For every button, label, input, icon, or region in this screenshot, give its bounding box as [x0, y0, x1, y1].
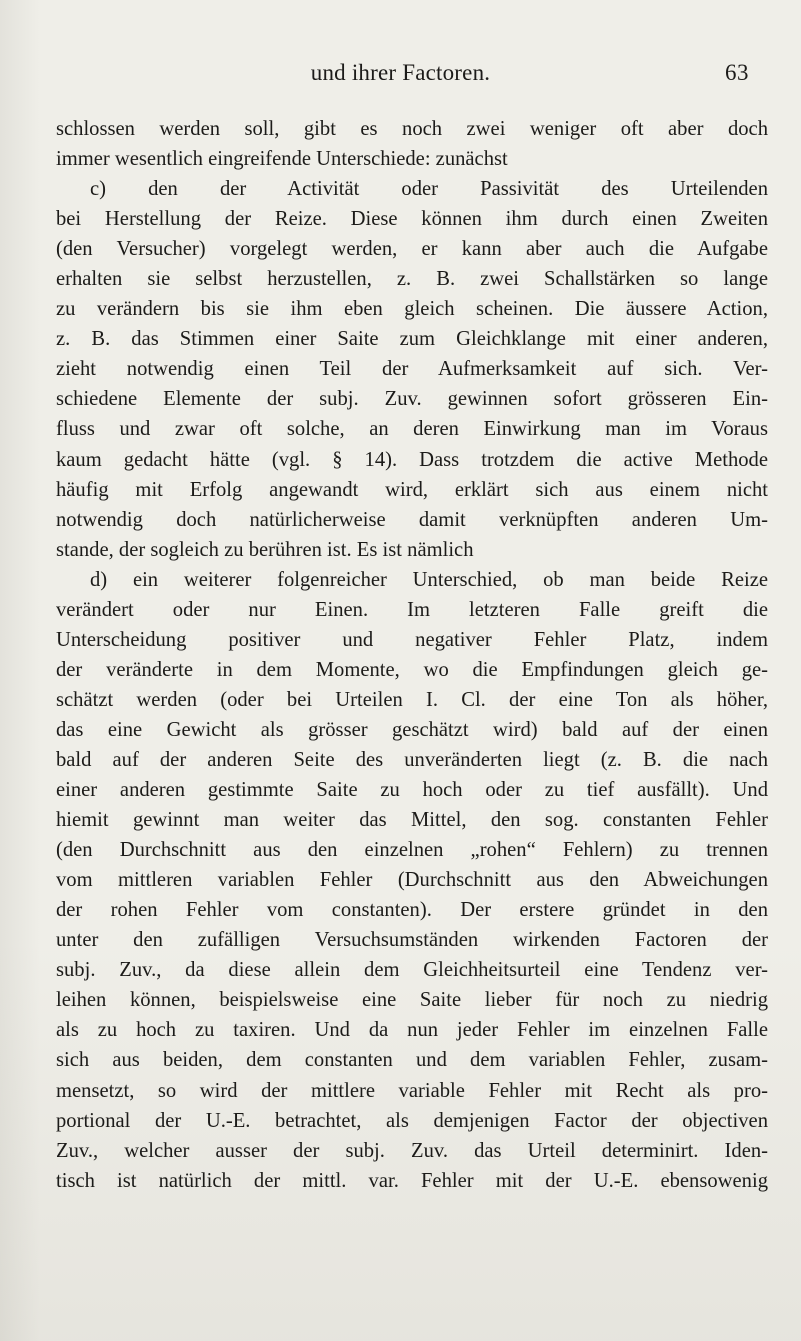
text-line: mensetzt, so wird der mittlere variable Fehler mit Recht als pro-: [56, 1079, 768, 1102]
text-line: bald auf der anderen Seite des unveränderten liegt (z. B. die nach: [56, 748, 768, 771]
text-line: notwendig doch natürlicherweise damit verknüpften anderen Um-: [56, 508, 768, 531]
text-line: schätzt werden (oder bei Urteilen I. Cl. der eine Ton als höher,: [56, 688, 768, 711]
text-line: bei Herstellung der Reize. Diese können ihm durch einen Zweiten: [56, 208, 768, 231]
text-line: kaum gedacht hätte (vgl. § 14). Dass trotzdem die active Methode: [56, 448, 768, 471]
text-line: c) den der Activität oder Passivität des Urteilenden: [90, 178, 768, 201]
running-head: [0, 58, 801, 88]
text-line: Zuv., welcher ausser der subj. Zuv. das Urteil determinirt. Iden-: [56, 1139, 768, 1162]
text-line: als zu hoch zu taxiren. Und da nun jeder Fehler im einzelnen Falle: [56, 1019, 768, 1042]
text-line: schiedene Elemente der subj. Zuv. gewinnen sofort grösseren Ein-: [56, 388, 768, 411]
text-line: immer wesentlich eingreifende Unterschiede: zunächst: [56, 148, 508, 171]
text-line: verändert oder nur Einen. Im letzteren Falle greift die: [56, 598, 768, 621]
text-line: (den Durchschnitt aus den einzelnen „rohen“ Fehlern) zu trennen: [56, 839, 768, 862]
running-title: und ihrer Factoren.: [310, 60, 491, 85]
text-line: subj. Zuv., da diese allein dem Gleichheitsurteil eine Tendenz ver-: [56, 959, 768, 982]
text-line: zu verändern bis sie ihm eben gleich scheinen. Die äussere Action,: [56, 298, 768, 321]
text-line: einer anderen gestimmte Saite zu hoch oder zu tief ausfällt). Und: [56, 779, 768, 802]
page-number: 63: [725, 60, 749, 85]
text-line: schlossen werden soll, gibt es noch zwei weniger oft aber doch: [56, 118, 768, 140]
text-line: sich aus beiden, dem constanten und dem variablen Fehler, zusam-: [56, 1049, 768, 1072]
text-line: stande, der sogleich zu berühren ist. Es ist nämlich: [56, 538, 474, 561]
text-line: zieht notwendig einen Teil der Aufmerksamkeit auf sich. Ver-: [56, 358, 768, 381]
text-line: d) ein weiterer folgenreicher Unterschied, ob man beide Reize: [90, 568, 768, 591]
text-line: vom mittleren variablen Fehler (Durchschnitt aus den Abweichungen: [56, 869, 768, 892]
text-line: erhalten sie selbst herzustellen, z. B. zwei Schallstärken so lange: [56, 268, 768, 291]
text-line: das eine Gewicht als grösser geschätzt wird) bald auf der einen: [56, 718, 768, 741]
text-line: tisch ist natürlich der mittl. var. Fehler mit der U.-E. ebensowenig: [56, 1169, 768, 1192]
text-line: der rohen Fehler vom constanten). Der erstere gründet in den: [56, 899, 768, 922]
text-line: z. B. das Stimmen einer Saite zum Gleichklange mit einer anderen,: [56, 328, 768, 351]
text-line: (den Versucher) vorgelegt werden, er kann aber auch die Aufgabe: [56, 238, 768, 261]
text-line: häufig mit Erfolg angewandt wird, erklärt sich aus einem nicht: [56, 478, 768, 501]
text-line: leihen können, beispielsweise eine Saite lieber für noch zu niedrig: [56, 989, 768, 1012]
text-line: der veränderte in dem Momente, wo die Empfindungen gleich ge-: [56, 658, 768, 681]
text-line: Unterscheidung positiver und negativer Fehler Platz, indem: [56, 628, 768, 651]
text-line: fluss und zwar oft solche, an deren Einwirkung man im Voraus: [56, 418, 768, 441]
body-text: [56, 114, 768, 1324]
text-line: unter den zufälligen Versuchsumständen wirkenden Factoren der: [56, 929, 768, 952]
text-line: hiemit gewinnt man weiter das Mittel, den sog. constanten Fehler: [56, 809, 768, 832]
text-line: portional der U.-E. betrachtet, als demjenigen Factor der objectiven: [56, 1109, 768, 1132]
